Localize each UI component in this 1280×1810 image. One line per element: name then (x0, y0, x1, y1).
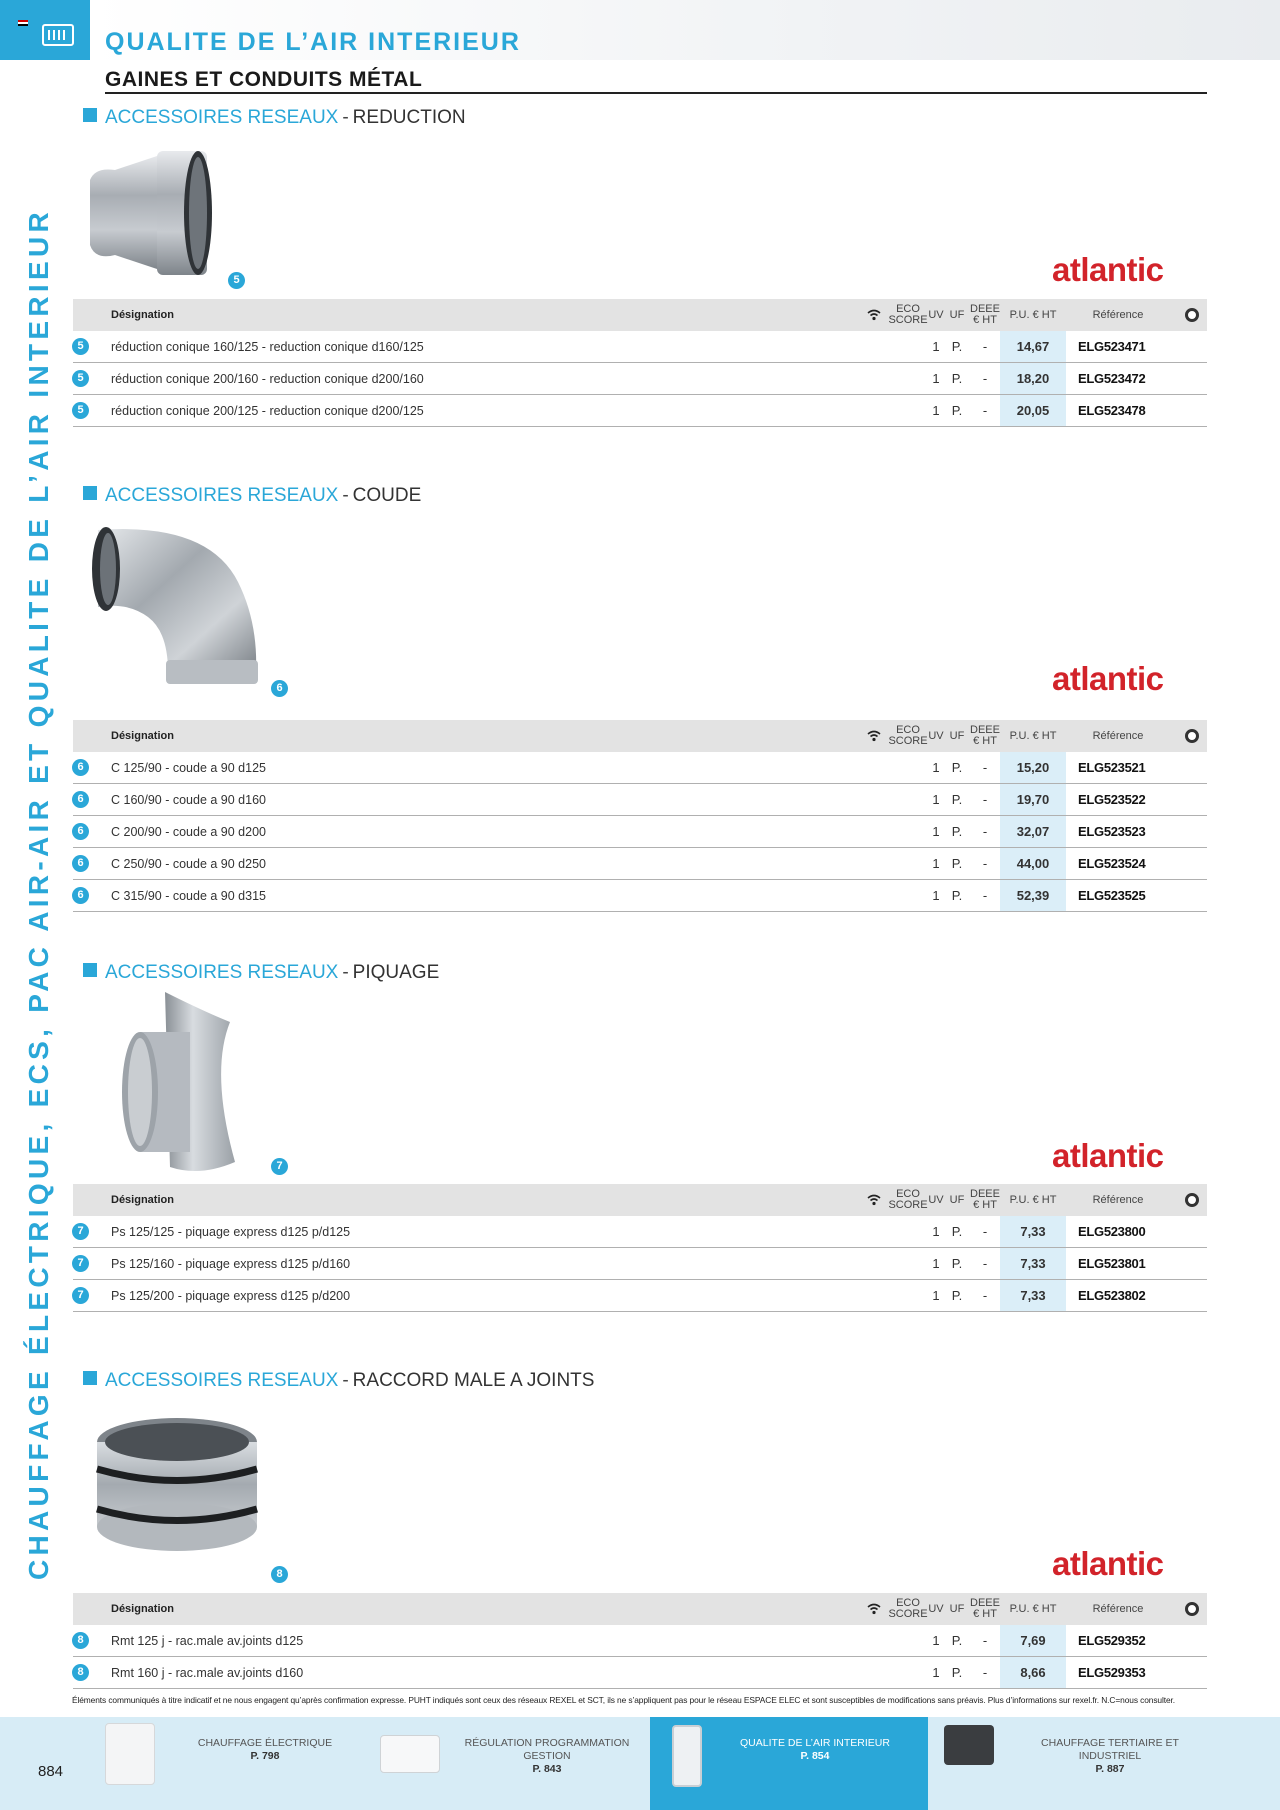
section-subcategory: RACCORD MALE A JOINTS (352, 1370, 595, 1391)
row-uf: P. (951, 371, 963, 386)
item-badge: 5 (228, 272, 245, 289)
row-uf: P. (951, 403, 963, 418)
footer-link-page: P. 887 (1095, 1763, 1125, 1775)
row-reference: ELG523525 (1078, 888, 1146, 903)
wifi-icon (867, 308, 881, 322)
row-badge: 6 (72, 823, 89, 840)
row-uv: 1 (932, 1256, 940, 1271)
table-row (73, 880, 1207, 912)
wifi-icon (867, 1602, 881, 1616)
table-row (73, 1657, 1207, 1689)
row-uf: P. (951, 760, 963, 775)
row-designation: réduction conique 200/125 - reduction conique d200/125 (111, 403, 424, 418)
col-reference: Référence (1092, 729, 1144, 742)
row-uv: 1 (932, 1633, 940, 1648)
row-uf: P. (951, 1665, 963, 1680)
table-row (73, 1625, 1207, 1657)
section-category: ACCESSOIRES RESEAUX (105, 107, 339, 128)
section-title: ACCESSOIRES RESEAUX - PIQUAGE (83, 962, 439, 984)
square-bullet-icon (83, 1371, 97, 1385)
flag-icon (18, 20, 28, 26)
col-uf: UF (949, 729, 965, 742)
section-subcategory: COUDE (352, 485, 422, 506)
section-title: ACCESSOIRES RESEAUX - REDUCTION (83, 107, 466, 129)
row-uf: P. (951, 856, 963, 871)
row-reference: ELG523521 (1078, 760, 1146, 775)
row-price: 15,20 (1000, 752, 1066, 783)
footer-link-qualite-air[interactable] (650, 1717, 928, 1810)
row-price: 7,33 (1000, 1280, 1066, 1311)
col-price: P.U. € HT (1009, 1193, 1057, 1206)
row-badge: 6 (72, 759, 89, 776)
row-reference: ELG523522 (1078, 792, 1146, 807)
row-price: 19,70 (1000, 784, 1066, 815)
row-deee: - (982, 339, 988, 354)
row-badge: 7 (72, 1287, 89, 1304)
footer-link-page: P. 798 (250, 1750, 280, 1762)
row-uv: 1 (932, 824, 940, 839)
col-uv: UV (928, 1602, 944, 1615)
row-badge: 6 (72, 791, 89, 808)
col-uv: UV (928, 1193, 944, 1206)
row-uf: P. (951, 339, 963, 354)
row-designation: réduction conique 160/125 - reduction conique d160/125 (111, 339, 424, 354)
row-deee: - (982, 1256, 988, 1271)
footer-link-regulation[interactable] (372, 1717, 648, 1810)
product-image-raccord (92, 1414, 262, 1554)
row-deee: - (982, 1224, 988, 1239)
section-category: ACCESSOIRES RESEAUX (105, 962, 339, 983)
row-price: 52,39 (1000, 880, 1066, 911)
col-deee: DEEE € HT (970, 724, 1000, 747)
row-uf: P. (951, 792, 963, 807)
row-uf: P. (951, 824, 963, 839)
row-deee: - (982, 856, 988, 871)
side-chapter-label: CHAUFFAGE ÉLECTRIQUE, ECS, PAC AIR-AIR ET QUALITE DE L’AIR INTERIEUR (23, 208, 54, 1580)
row-designation: C 250/90 - coude a 90 d250 (111, 856, 266, 871)
row-uv: 1 (932, 1224, 940, 1239)
settings-icon (1185, 308, 1199, 322)
table-row (73, 848, 1207, 880)
table-row (73, 331, 1207, 363)
footer-link-label: RÉGULATION PROGRAMMATION GESTION (464, 1737, 630, 1762)
row-deee: - (982, 1288, 988, 1303)
page-title: QUALITE DE L’AIR INTERIEUR (105, 28, 521, 56)
col-price: P.U. € HT (1009, 1602, 1057, 1615)
row-price: 7,69 (1000, 1625, 1066, 1656)
col-uf: UF (949, 1193, 965, 1206)
col-eco-score: ECO SCORE (888, 303, 928, 326)
settings-icon (1185, 729, 1199, 743)
brand-logo-atlantic: atlantic (1052, 1137, 1164, 1174)
row-badge: 5 (72, 370, 89, 387)
footer-link-label: QUALITE DE L’AIR INTERIEUR (740, 1737, 890, 1749)
wifi-icon (867, 1193, 881, 1207)
col-eco-score: ECO SCORE (888, 724, 928, 747)
item-badge: 8 (271, 1566, 288, 1583)
section-subcategory: PIQUAGE (352, 962, 440, 983)
row-price: 14,67 (1000, 331, 1066, 362)
row-uv: 1 (932, 888, 940, 903)
row-deee: - (982, 792, 988, 807)
table-header (73, 299, 1207, 331)
row-badge: 5 (72, 338, 89, 355)
col-uv: UV (928, 729, 944, 742)
radiator-icon (42, 24, 74, 46)
row-badge: 6 (72, 855, 89, 872)
row-reference: ELG523524 (1078, 856, 1146, 871)
table-row (73, 752, 1207, 784)
table-header (73, 1184, 1207, 1216)
brand-logo-atlantic: atlantic (1052, 251, 1164, 288)
footer-link-chauffage-electrique[interactable] (100, 1717, 370, 1810)
row-designation: Ps 125/125 - piquage express d125 p/d125 (111, 1224, 351, 1239)
product-table (73, 720, 1207, 912)
row-badge: 7 (72, 1255, 89, 1272)
row-designation: Ps 125/200 - piquage express d125 p/d200 (111, 1288, 351, 1303)
col-uf: UF (949, 1602, 965, 1615)
row-uf: P. (951, 888, 963, 903)
row-price: 32,07 (1000, 816, 1066, 847)
item-badge: 6 (271, 680, 288, 697)
row-uf: P. (951, 1224, 963, 1239)
radiator-thumbnail-icon (105, 1723, 155, 1785)
col-designation: Désignation (111, 729, 174, 742)
square-bullet-icon (83, 486, 97, 500)
wifi-icon (867, 729, 881, 743)
col-eco-score: ECO SCORE (888, 1188, 928, 1211)
section-title: ACCESSOIRES RESEAUX - RACCORD MALE A JOINTS (83, 1370, 594, 1392)
col-deee: DEEE € HT (970, 1597, 1000, 1620)
row-uv: 1 (932, 403, 940, 418)
legal-disclaimer: Éléments communiqués à titre indicatif et ne nous engagent qu’après confirmation expresse. PUHT indiqués sont ceux des réseaux REXEL et SCT, ils ne s’appliquent pas pour le réseau ESPACE ELEC et sont susceptibles de modifications sans préavis. Plus d’informations sur rexel.fr. N.C=nous consulter. (72, 1695, 1175, 1705)
row-deee: - (982, 888, 988, 903)
col-reference: Référence (1092, 1602, 1144, 1615)
row-designation: réduction conique 200/160 - reduction conique d200/160 (111, 371, 424, 386)
top-tab (0, 0, 90, 60)
row-reference: ELG523523 (1078, 824, 1146, 839)
row-uv: 1 (932, 339, 940, 354)
col-uv: UV (928, 308, 944, 321)
col-deee: DEEE € HT (970, 1188, 1000, 1211)
row-uf: P. (951, 1256, 963, 1271)
page-number: 884 (38, 1763, 64, 1780)
col-price: P.U. € HT (1009, 729, 1057, 742)
col-designation: Désignation (111, 1602, 174, 1615)
row-uv: 1 (932, 1665, 940, 1680)
col-designation: Désignation (111, 1193, 174, 1206)
row-reference: ELG523478 (1078, 403, 1146, 418)
footer-link-chauffage-tertiaire[interactable] (930, 1717, 1210, 1810)
row-badge: 5 (72, 402, 89, 419)
table-row (73, 1248, 1207, 1280)
row-price: 7,33 (1000, 1216, 1066, 1247)
row-reference: ELG529352 (1078, 1633, 1146, 1648)
row-reference: ELG523472 (1078, 371, 1146, 386)
col-eco-score: ECO SCORE (888, 1597, 928, 1620)
page-subtitle: GAINES ET CONDUITS MÉTAL (105, 68, 423, 91)
row-reference: ELG523471 (1078, 339, 1146, 354)
row-uv: 1 (932, 792, 940, 807)
row-price: 7,33 (1000, 1248, 1066, 1279)
row-designation: C 125/90 - coude a 90 d125 (111, 760, 266, 775)
table-header (73, 720, 1207, 752)
table-row (73, 784, 1207, 816)
row-deee: - (982, 371, 988, 386)
col-uf: UF (949, 308, 965, 321)
row-designation: Ps 125/160 - piquage express d125 p/d160 (111, 1256, 351, 1271)
table-row (73, 1216, 1207, 1248)
industrial-heater-thumbnail-icon (944, 1725, 994, 1765)
row-designation: C 160/90 - coude a 90 d160 (111, 792, 266, 807)
ventilation-unit-thumbnail-icon (672, 1725, 702, 1787)
item-badge: 7 (271, 1158, 288, 1175)
product-image-piquage (110, 992, 240, 1182)
col-price: P.U. € HT (1009, 308, 1057, 321)
row-price: 44,00 (1000, 848, 1066, 879)
brand-logo-atlantic: atlantic (1052, 1545, 1164, 1582)
section-category: ACCESSOIRES RESEAUX (105, 485, 339, 506)
row-deee: - (982, 824, 988, 839)
row-price: 20,05 (1000, 395, 1066, 426)
row-reference: ELG529353 (1078, 1665, 1146, 1680)
settings-icon (1185, 1193, 1199, 1207)
row-uf: P. (951, 1288, 963, 1303)
row-deee: - (982, 760, 988, 775)
product-image-coude (88, 522, 263, 692)
row-price: 18,20 (1000, 363, 1066, 394)
row-badge: 6 (72, 887, 89, 904)
row-uv: 1 (932, 1288, 940, 1303)
section-subcategory: REDUCTION (352, 107, 466, 128)
row-designation: Rmt 160 j - rac.male av.joints d160 (111, 1665, 304, 1680)
row-reference: ELG523802 (1078, 1288, 1146, 1303)
row-deee: - (982, 403, 988, 418)
row-reference: ELG523800 (1078, 1224, 1146, 1239)
product-table (73, 299, 1207, 427)
row-badge: 8 (72, 1664, 89, 1681)
row-uv: 1 (932, 856, 940, 871)
table-row (73, 816, 1207, 848)
square-bullet-icon (83, 108, 97, 122)
footer-link-label: CHAUFFAGE ÉLECTRIQUE (197, 1737, 333, 1749)
col-deee: DEEE € HT (970, 303, 1000, 326)
col-reference: Référence (1092, 308, 1144, 321)
section-title: ACCESSOIRES RESEAUX - COUDE (83, 485, 421, 507)
product-image-reduction (85, 145, 220, 280)
product-table (73, 1593, 1207, 1689)
row-reference: ELG523801 (1078, 1256, 1146, 1271)
table-row (73, 363, 1207, 395)
section-category: ACCESSOIRES RESEAUX (105, 1370, 339, 1391)
footer-link-page: P. 843 (532, 1763, 562, 1775)
row-uf: P. (951, 1633, 963, 1648)
settings-icon (1185, 1602, 1199, 1616)
row-deee: - (982, 1633, 988, 1648)
product-table (73, 1184, 1207, 1312)
row-designation: Rmt 125 j - rac.male av.joints d125 (111, 1633, 304, 1648)
table-row (73, 1280, 1207, 1312)
col-reference: Référence (1092, 1193, 1144, 1206)
row-badge: 8 (72, 1632, 89, 1649)
row-price: 8,66 (1000, 1657, 1066, 1688)
footer-link-page: P. 854 (800, 1750, 830, 1762)
thermostat-thumbnail-icon (380, 1735, 440, 1773)
header-divider (105, 92, 1207, 94)
row-deee: - (982, 1665, 988, 1680)
footer-link-label: CHAUFFAGE TERTIAIRE ET INDUSTRIEL (1041, 1737, 1179, 1762)
brand-logo-atlantic: atlantic (1052, 660, 1164, 697)
row-badge: 7 (72, 1223, 89, 1240)
square-bullet-icon (83, 963, 97, 977)
row-uv: 1 (932, 371, 940, 386)
col-designation: Désignation (111, 308, 174, 321)
row-designation: C 200/90 - coude a 90 d200 (111, 824, 266, 839)
row-designation: C 315/90 - coude a 90 d315 (111, 888, 266, 903)
table-row (73, 395, 1207, 427)
row-uv: 1 (932, 760, 940, 775)
table-header (73, 1593, 1207, 1625)
